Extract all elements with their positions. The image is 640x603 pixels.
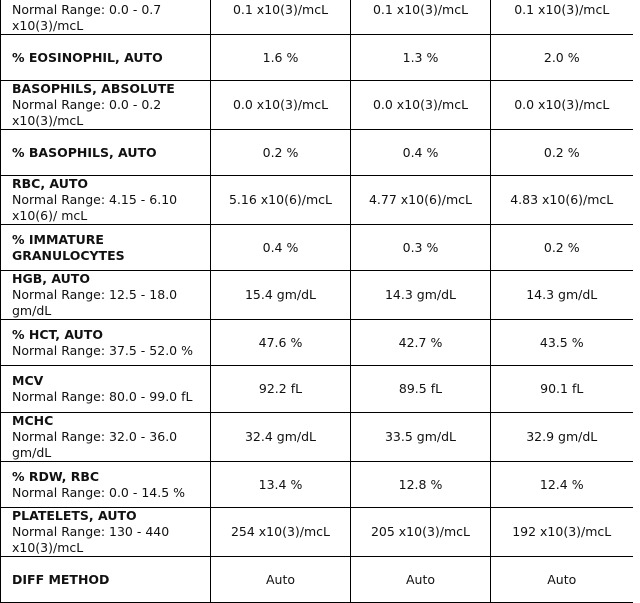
result-value: 0.1 x10(3)/mcL xyxy=(351,0,491,35)
result-value: 0.1 x10(3)/mcL xyxy=(491,0,633,35)
table-row xyxy=(1,176,633,225)
table-row xyxy=(1,366,633,413)
test-name: HGB, AUTO xyxy=(12,271,90,286)
test-cell xyxy=(1,271,211,320)
table-row xyxy=(1,271,633,320)
test-cell xyxy=(1,176,211,225)
test-name: % BASOPHILS, AUTO xyxy=(12,144,157,160)
result-value: 12.8 % xyxy=(351,462,491,508)
result-value: 47.6 % xyxy=(211,320,351,366)
result-value: 33.5 gm/dL xyxy=(351,413,491,462)
result-value: 42.7 % xyxy=(351,320,491,366)
table-row xyxy=(1,130,633,176)
result-value: 89.5 fL xyxy=(351,366,491,413)
test-name: BASOPHILS, ABSOLUTE xyxy=(12,81,175,96)
test-name: PLATELETS, AUTO xyxy=(12,508,137,523)
table-row xyxy=(1,462,633,508)
test-cell xyxy=(1,462,211,508)
normal-range: Normal Range: 12.5 - 18.0 gm/dL xyxy=(12,287,178,318)
result-value: 0.2 % xyxy=(491,130,633,176)
test-cell xyxy=(1,508,211,557)
table-row xyxy=(1,225,633,271)
test-cell xyxy=(1,225,211,271)
result-value: 0.2 % xyxy=(491,225,633,271)
result-value: 0.0 x10(3)/mcL xyxy=(211,81,351,130)
result-value: 254 x10(3)/mcL xyxy=(211,508,351,557)
normal-range: Normal Range: 32.0 - 36.0 gm/dL xyxy=(12,429,178,460)
result-value: 0.1 x10(3)/mcL xyxy=(211,0,351,35)
result-value: 0.3 % xyxy=(351,225,491,271)
table-row xyxy=(1,320,633,366)
result-value: 92.2 fL xyxy=(211,366,351,413)
result-value: 14.3 gm/dL xyxy=(351,271,491,320)
result-value: Auto xyxy=(491,557,633,603)
result-value: 0.4 % xyxy=(211,225,351,271)
result-value: 1.6 % xyxy=(211,35,351,81)
result-value: 12.4 % xyxy=(491,462,633,508)
result-value: 192 x10(3)/mcL xyxy=(491,508,633,557)
test-cell xyxy=(1,0,211,35)
test-name: RBC, AUTO xyxy=(12,176,89,191)
table-row xyxy=(1,35,633,81)
result-value: 0.0 x10(3)/mcL xyxy=(491,81,633,130)
test-cell xyxy=(1,35,211,81)
result-value: 5.16 x10(6)/mcL xyxy=(211,176,351,225)
result-value: Auto xyxy=(351,557,491,603)
result-value: 0.2 % xyxy=(211,130,351,176)
test-cell xyxy=(1,81,211,130)
result-value: Auto xyxy=(211,557,351,603)
result-value: 14.3 gm/dL xyxy=(491,271,633,320)
result-value: 32.9 gm/dL xyxy=(491,413,633,462)
test-cell xyxy=(1,557,211,603)
test-name: % IMMATURE GRANULOCYTES xyxy=(12,231,125,263)
test-name: MCHC xyxy=(12,413,54,428)
normal-range: Normal Range: 0.0 - 0.2 x10(3)/mcL xyxy=(12,97,162,128)
normal-range: Normal Range: 4.15 - 6.10 x10(6)/ mcL xyxy=(12,192,178,223)
test-cell xyxy=(1,413,211,462)
result-value: 2.0 % xyxy=(491,35,633,81)
result-value: 90.1 fL xyxy=(491,366,633,413)
result-value: 0.0 x10(3)/mcL xyxy=(351,81,491,130)
test-cell xyxy=(1,130,211,176)
result-value: 43.5 % xyxy=(491,320,633,366)
normal-range: Normal Range: 0.0 - 14.5 % xyxy=(12,484,186,500)
table-row xyxy=(1,557,633,603)
table-row xyxy=(1,81,633,130)
test-name: DIFF METHOD xyxy=(12,571,110,587)
result-value: 13.4 % xyxy=(211,462,351,508)
result-value: 0.4 % xyxy=(351,130,491,176)
result-value: 15.4 gm/dL xyxy=(211,271,351,320)
table-row xyxy=(1,508,633,557)
test-cell xyxy=(1,366,211,413)
result-value: 205 x10(3)/mcL xyxy=(351,508,491,557)
lab-results-body xyxy=(1,0,633,603)
test-name: % RDW, RBC xyxy=(12,468,100,484)
test-name: % HCT, AUTO xyxy=(12,326,103,342)
normal-range: Normal Range: 37.5 - 52.0 % xyxy=(12,342,193,358)
result-value: 4.83 x10(6)/mcL xyxy=(491,176,633,225)
test-cell xyxy=(1,320,211,366)
normal-range: Normal Range: 80.0 - 99.0 fL xyxy=(12,389,193,404)
table-row xyxy=(1,0,633,35)
normal-range: Normal Range: 130 - 440 x10(3)/mcL xyxy=(12,524,170,555)
test-name: MCV xyxy=(12,373,44,388)
result-value: 4.77 x10(6)/mcL xyxy=(351,176,491,225)
result-value: 32.4 gm/dL xyxy=(211,413,351,462)
table-row xyxy=(1,413,633,462)
test-name: % EOSINOPHIL, AUTO xyxy=(12,49,163,65)
normal-range: Normal Range: 0.0 - 0.7 x10(3)/mcL xyxy=(12,2,162,33)
result-value: 1.3 % xyxy=(351,35,491,81)
